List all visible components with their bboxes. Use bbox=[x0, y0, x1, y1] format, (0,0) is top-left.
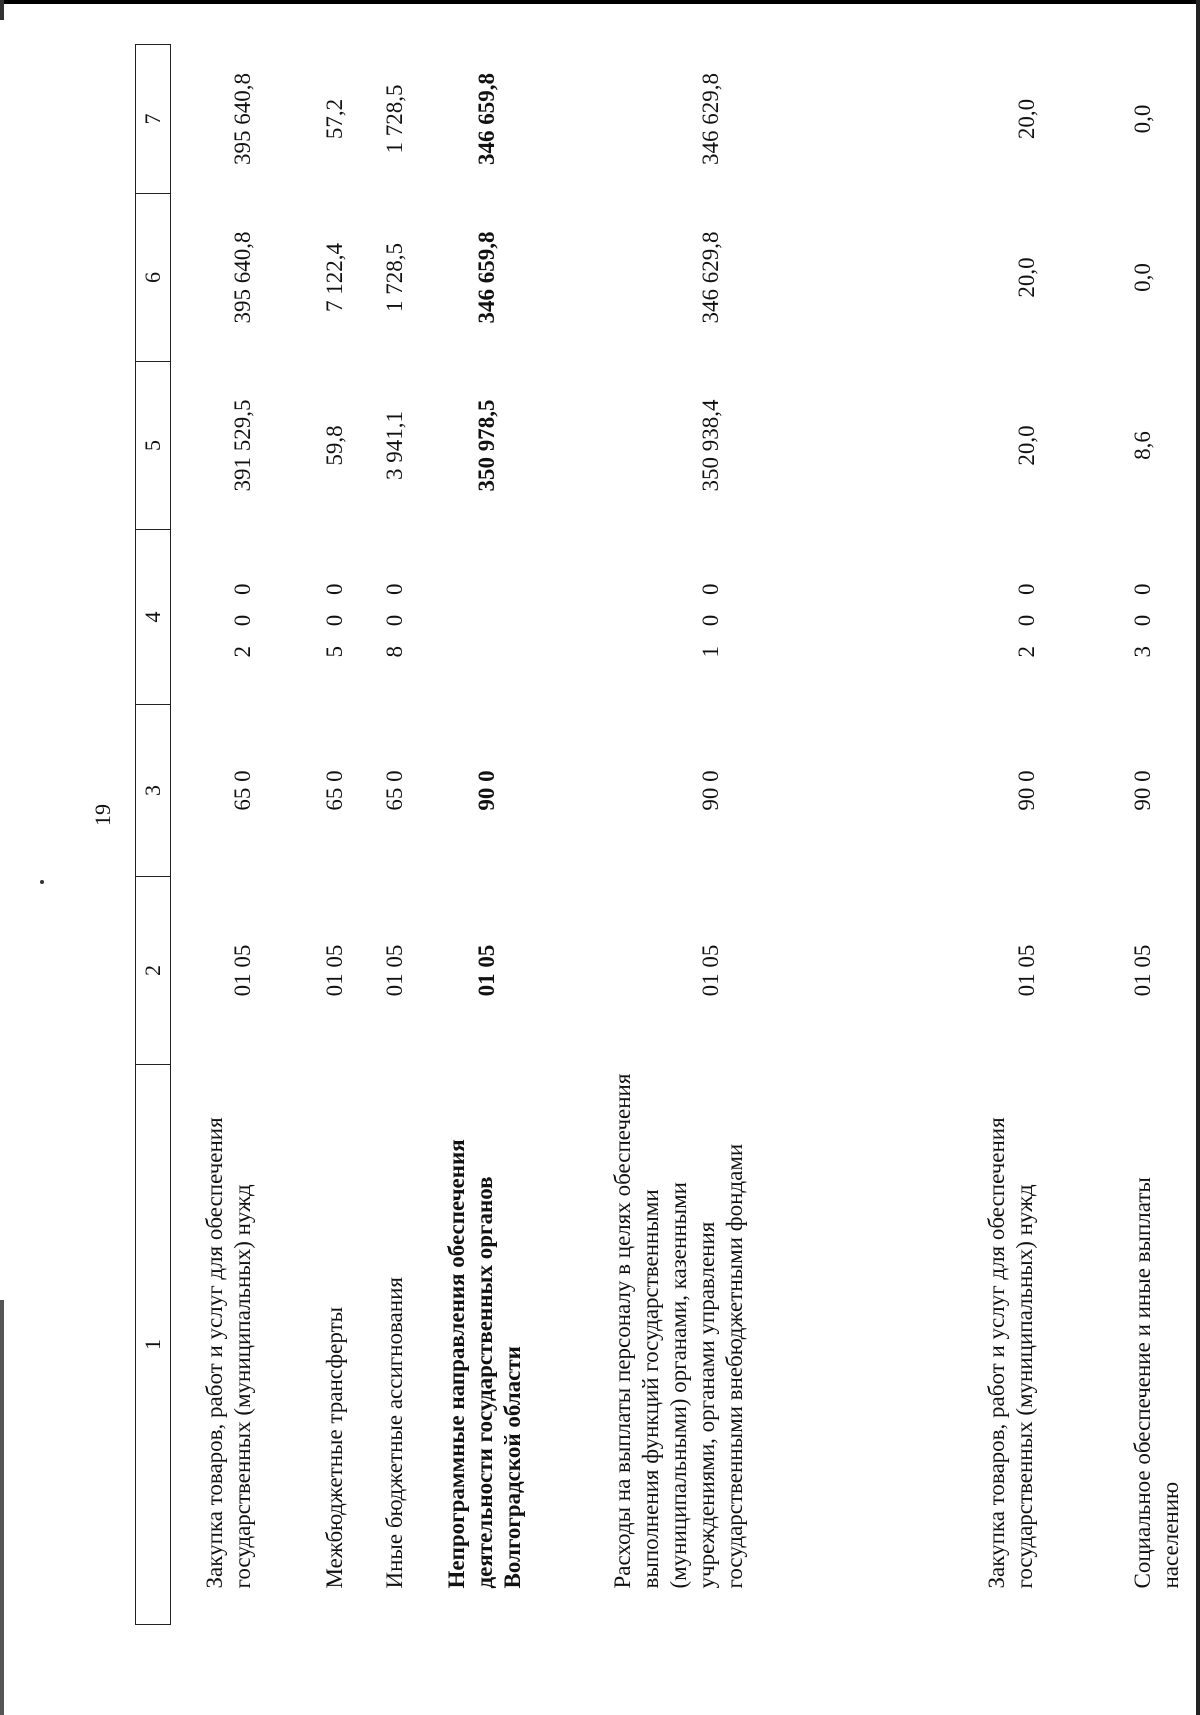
cell-col6: 346 659,8 bbox=[474, 231, 499, 324]
cell-col6: 1 728,5 bbox=[382, 243, 407, 312]
column-header: 1 bbox=[136, 1065, 171, 1625]
cell-kind: 2 0 0 bbox=[1014, 576, 1039, 658]
cell-col7: 57,2 bbox=[322, 98, 347, 140]
page-number: 19 bbox=[90, 804, 115, 826]
cell-target: 90 0 bbox=[1014, 770, 1039, 811]
cell-col5: 20,0 bbox=[1014, 425, 1039, 466]
cell-col5: 350 978,5 bbox=[474, 399, 499, 492]
cell-col7: 346 629,8 bbox=[698, 73, 723, 165]
table-row bbox=[1129, 45, 1199, 1625]
cell-kind bbox=[443, 530, 609, 705]
cell-col6: 395 640,8 bbox=[230, 231, 255, 324]
row-name: Социальное обеспечение и иные выплаты населению bbox=[1130, 1177, 1184, 1589]
table-row bbox=[609, 45, 983, 1625]
rotated-page bbox=[90, 45, 1184, 1625]
row-name: Межбюджетные трансферты bbox=[322, 1306, 347, 1589]
cell-target: 90 0 bbox=[698, 770, 723, 811]
cell-col7: 20,0 bbox=[1014, 98, 1039, 140]
table-row bbox=[171, 45, 322, 1625]
header-row bbox=[136, 45, 171, 1625]
cell-col6: 346 629,8 bbox=[698, 231, 723, 324]
cell-col6: 7 122,4 bbox=[322, 243, 347, 312]
table-row bbox=[381, 45, 443, 1625]
cell-target: 65 0 bbox=[382, 770, 407, 811]
scan-speck bbox=[40, 880, 44, 884]
cell-kind: 1 0 0 bbox=[698, 576, 723, 658]
column-header: 7 bbox=[136, 45, 171, 194]
cell-col7: 346 659,8 bbox=[474, 73, 499, 165]
row-name: Закупка товаров, работ и услуг для обеспечения государственных (муниципальных) нужд bbox=[984, 1117, 1038, 1589]
cell-col6: 20,0 bbox=[1014, 257, 1039, 298]
cell-col5: 3 941,1 bbox=[382, 411, 407, 480]
cell-col7: 1 728,5 bbox=[382, 84, 407, 154]
cell-kind: 3 0 0 bbox=[1130, 576, 1155, 658]
cell-kind: 5 0 0 bbox=[322, 576, 347, 658]
column-header: 5 bbox=[136, 362, 171, 530]
cell-col5: 391 529,5 bbox=[230, 399, 255, 492]
scan-edge-left bbox=[0, 0, 4, 1715]
row-name: Закупка товаров, работ и услуг для обеспечения государственных (муниципальных) нужд bbox=[202, 1117, 256, 1589]
cell-section: 01 05 bbox=[474, 944, 499, 997]
row-name: Расходы на выплаты персоналу в целях обеспечения выполнения функций государственными (муниципальными) органами, казенными учреждениями, органами управления государственными внебюджетными фондами bbox=[610, 1073, 748, 1589]
cell-section: 01 05 bbox=[382, 944, 407, 997]
cell-target: 65 0 bbox=[230, 770, 255, 811]
table-row bbox=[321, 45, 381, 1625]
cell-section: 01 05 bbox=[322, 944, 347, 997]
cell-col5: 59,8 bbox=[322, 425, 347, 466]
cell-col5: 350 938,4 bbox=[698, 399, 723, 492]
budget-table bbox=[135, 44, 1199, 1625]
cell-col7: 395 640,8 bbox=[230, 73, 255, 165]
column-header: 6 bbox=[136, 194, 171, 362]
cell-target: 90 0 bbox=[474, 770, 499, 811]
cell-target: 65 0 bbox=[322, 770, 347, 811]
cell-section: 01 05 bbox=[1130, 944, 1155, 997]
cell-kind: 2 0 0 bbox=[230, 576, 255, 658]
cell-col5: 8,6 bbox=[1130, 431, 1155, 460]
row-name: Непрограммные направления обеспечения деятельности государственных органов Волгоградской области bbox=[444, 1139, 526, 1589]
cell-section: 01 05 bbox=[698, 944, 723, 997]
column-header: 2 bbox=[136, 877, 171, 1065]
cell-section: 01 05 bbox=[1014, 944, 1039, 997]
cell-col7: 0,0 bbox=[1130, 104, 1155, 134]
table-row bbox=[443, 45, 609, 1625]
cell-section: 01 05 bbox=[230, 944, 255, 997]
cell-col6: 0,0 bbox=[1130, 263, 1155, 292]
scan-edge-top bbox=[0, 0, 1200, 4]
column-header: 3 bbox=[136, 705, 171, 877]
cell-kind: 8 0 0 bbox=[382, 576, 407, 658]
table-row bbox=[983, 45, 1129, 1625]
row-name: Иные бюджетные ассигнования bbox=[382, 1277, 407, 1589]
cell-target: 90 0 bbox=[1130, 770, 1155, 811]
column-header: 4 bbox=[136, 530, 171, 705]
